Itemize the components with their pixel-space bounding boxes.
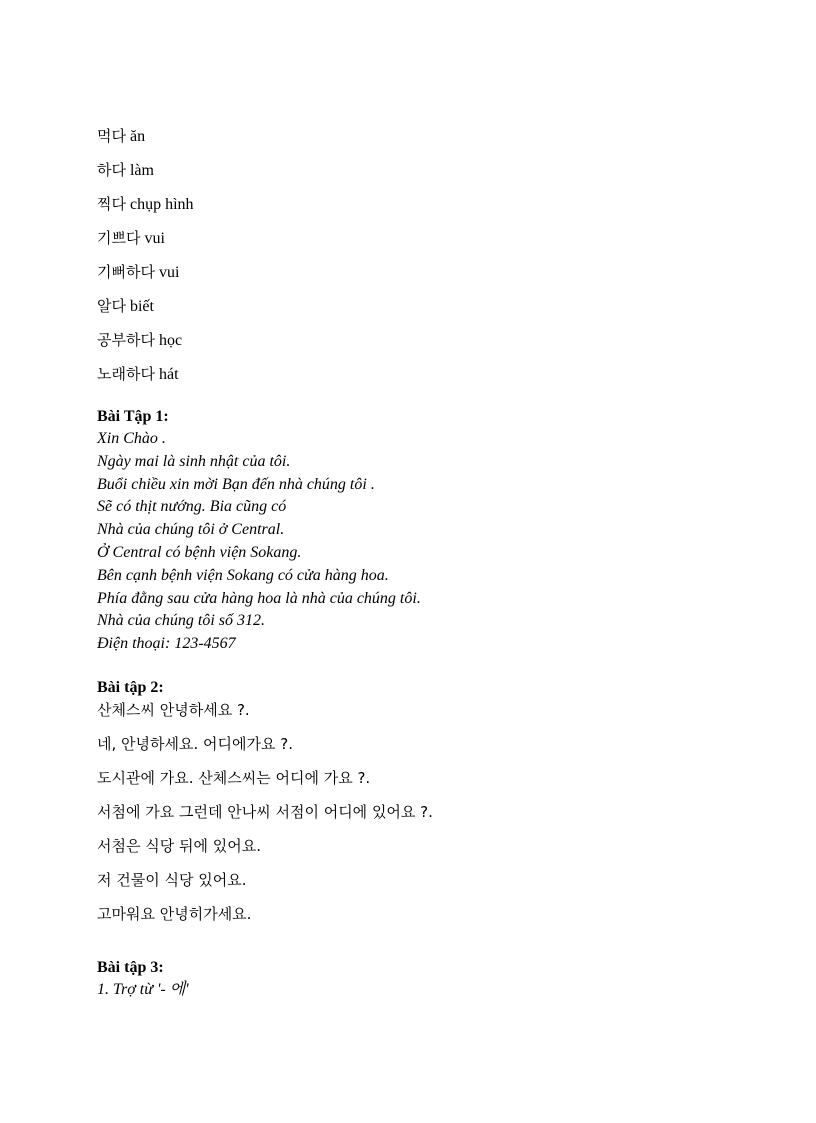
vocab-vietnamese: vui	[144, 230, 165, 247]
vocab-vietnamese: vui	[158, 264, 180, 281]
dialog-line: 네, 안녕하세요. 어디에가요 ?.	[97, 734, 293, 753]
dialog-line: 서첨에 가요 그런데 안나씨 서점이 어디에 있어요 ?.	[97, 802, 433, 821]
text-line: Nhà của chúng tôi số 312.	[97, 612, 265, 630]
vocab-korean: 기뻐하다	[97, 263, 155, 281]
vocab-vietnamese: học	[158, 332, 183, 349]
vocab-vietnamese: biết	[129, 298, 154, 315]
dialog-line: 산체스씨 안녕하세요 ?.	[97, 700, 250, 719]
document-page	[97, 126, 777, 1001]
vocab-item	[97, 262, 777, 296]
text-line: Ở Central có bệnh viện Sokang.	[97, 543, 302, 561]
exercise-2-heading: Bài tập 2:	[97, 678, 164, 696]
vocab-korean: 알다	[97, 297, 126, 315]
vocab-item	[97, 364, 777, 398]
vocab-item	[97, 228, 777, 262]
vocab-korean: 기쁘다	[97, 229, 141, 247]
text-line: Ngày mai là sinh nhật của tôi.	[97, 452, 291, 470]
exercise-2-section	[97, 677, 777, 937]
vocab-item	[97, 194, 777, 228]
vocab-item	[97, 296, 777, 330]
dialog-line: 서첨은 식당 뒤에 있어요.	[97, 836, 261, 855]
exercise-1-section	[97, 406, 777, 656]
exercise-1-text	[97, 428, 777, 656]
dialog-line: 도시관에 가요. 산체스씨는 어디에 가요 ?.	[97, 768, 371, 787]
text-line: Xin Chào .	[97, 430, 166, 447]
text-line: Phía đằng sau cửa hàng hoa là nhà của chúng tôi.	[97, 589, 421, 607]
exercise-3-section	[97, 957, 777, 1001]
text-line: Buổi chiều xin mời Bạn đến nhà chúng tôi .	[97, 475, 375, 493]
vocab-list	[97, 126, 777, 398]
text-line: Bên cạnh bệnh viện Sokang có cửa hàng hoa.	[97, 566, 389, 584]
vocab-vietnamese: ăn	[129, 128, 146, 145]
text-line: Điện thoại: 123-4567	[97, 635, 236, 653]
exercise-3-line: 1. Trợ từ '- 에'	[97, 980, 189, 998]
vocab-item	[97, 330, 777, 364]
vocab-item	[97, 126, 777, 160]
text-line: Sẽ có thịt nướng. Bia cũng có	[97, 498, 287, 516]
vocab-korean: 노래하다	[97, 365, 155, 383]
vocab-korean: 찍다	[97, 195, 126, 213]
exercise-3-heading: Bài tập 3:	[97, 958, 164, 976]
dialog-line: 고마워요 안녕히가세요.	[97, 904, 252, 923]
vocab-vietnamese: chụp hình	[129, 196, 194, 213]
dialog-line: 저 건물이 식당 있어요.	[97, 870, 247, 889]
exercise-1-heading: Bài Tập 1:	[97, 408, 169, 425]
text-line: Nhà của chúng tôi ở Central.	[97, 521, 285, 539]
vocab-item	[97, 160, 777, 194]
vocab-korean: 공부하다	[97, 331, 155, 349]
vocab-vietnamese: hát	[158, 366, 179, 383]
vocab-korean: 하다	[97, 161, 126, 179]
vocab-vietnamese: làm	[129, 162, 154, 179]
vocab-korean: 먹다	[97, 127, 126, 145]
